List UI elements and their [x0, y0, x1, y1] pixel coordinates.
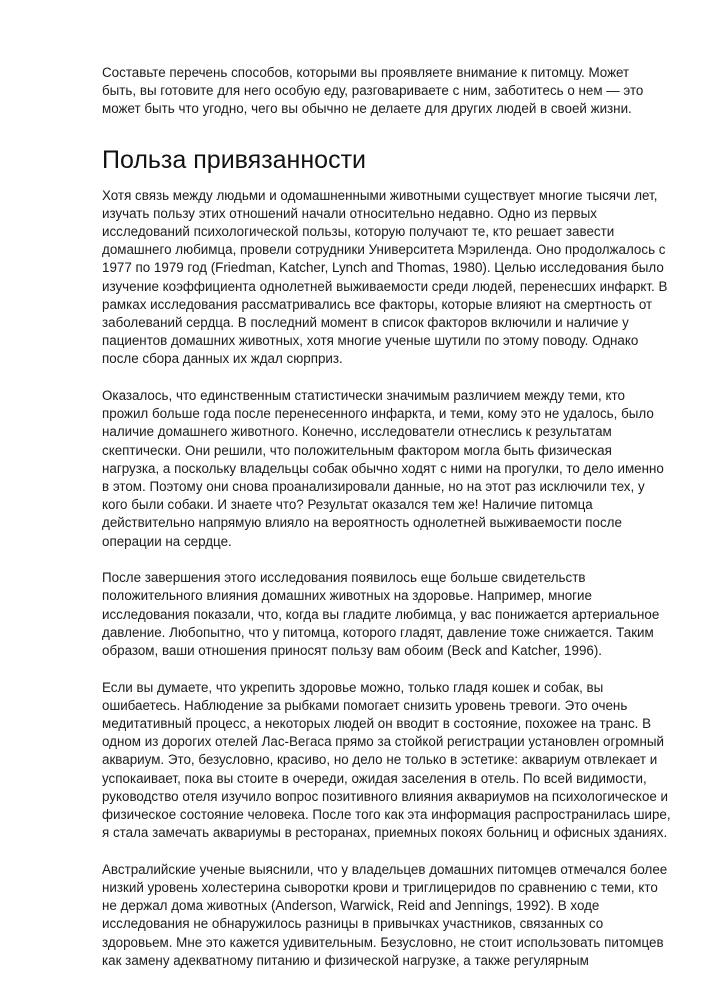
- section-heading: Польза привязанности: [102, 145, 366, 174]
- text-line: после сбора данных их ждал сюрприз.: [102, 351, 343, 367]
- intro-paragraph: [102, 64, 668, 119]
- text-line: не держал дома животных (Anderson, Warwick, Reid and Jennings, 1992). В ходе: [102, 898, 600, 914]
- text-line: изучение коэффициента однолетней выживаемости среди людей, перенесших инфаркт. В: [102, 278, 668, 294]
- text-line: Если вы думаете, что укрепить здоровье можно, только гладя кошек и собак, вы: [102, 679, 604, 695]
- text-line: пациентов домашних животных, хотя многие ученые шутили по этому поводу. Однако: [102, 333, 639, 349]
- text-line: успокаивает, пока вы стоите в очереди, ожидая заселения в отель. По всей видимости,: [102, 770, 647, 786]
- text-line: исследований психологической пользы, которую получают те, кто решает завести: [102, 224, 615, 240]
- text-line: Австралийские ученые выяснили, что у владельцев домашних питомцев отмечался более: [102, 861, 668, 877]
- text-line: кого были собаки. И знаете что? Результат оказался тем же! Наличие питомца: [102, 497, 593, 513]
- text-line: образом, ваши отношения приносят пользу вам обоим (Beck and Katcher, 1996).: [102, 643, 603, 659]
- text-line: рамках исследования рассматривались все факторы, которые влияют на смертность от: [102, 296, 653, 312]
- text-line: скептически. Они решили, что положительным фактором могла быть физическая: [102, 442, 612, 458]
- text-line: Составьте перечень способов, которыми вы проявляете внимание к питомцу. Может: [102, 65, 630, 80]
- text-line: домашнего любимца, провели сотрудники Университета Мэриленда. Оно продолжалось с: [102, 242, 666, 258]
- text-line: руководство отеля изучило вопрос позитивного влияния аквариумов на психологическое и: [102, 788, 669, 804]
- text-line: давление. Любопытно, что у питомца, которого гладят, давление тоже снижается. Таким: [102, 624, 654, 640]
- text-line: После завершения этого исследования появилось еще больше свидетельств: [102, 570, 586, 586]
- text-line: может быть что угодно, чего вы обычно не делаете для других людей в своей жизни.: [102, 101, 632, 117]
- text-line: ошибаетесь. Наблюдение за рыбками помогает снизить уровень тревоги. Это очень: [102, 697, 628, 713]
- text-line: здоровьем. Мне это кажется удивительным. Безусловно, не стоит использовать питомцев: [102, 934, 664, 950]
- text-line: 1977 по 1979 год (Friedman, Katcher, Lynch and Thomas, 1980). Целью исследования было: [102, 260, 664, 276]
- text-line: аквариум. Это, безусловно, красиво, но дело не только в эстетике: аквариум отвлекает и: [102, 752, 658, 768]
- text-line: медитативный процесс, а некоторых людей он вводит в состояние, похожее на транс. В: [102, 716, 652, 732]
- text-line: в этом. Поэтому они снова проанализировали данные, но на этот раз исключили тех, у: [102, 479, 645, 495]
- text-line: я стала замечать аквариумы в ресторанах, приемных покоях больниц и офисных зданиях.: [102, 825, 668, 841]
- text-line: исследования не обнаружилось разницы в привычках участников, связанных со: [102, 916, 604, 932]
- body-paragraph-3: [102, 569, 668, 660]
- body-paragraph-2: [102, 387, 668, 551]
- text-line: изучать пользу этих отношений начали относительно недавно. Одно из первых: [102, 205, 597, 221]
- body-paragraph-5: [102, 861, 668, 970]
- text-line: наличие домашнего животного. Конечно, исследователи отнеслись к результатам: [102, 424, 612, 440]
- text-line: низкий уровень холестерина сыворотки крови и триглицеридов по сравнению с теми, кто: [102, 880, 658, 896]
- text-line: Хотя связь между людьми и одомашненными животными существует многие тысячи лет,: [102, 187, 658, 203]
- text-line: прожил больше года после перенесенного инфаркта, и теми, кому это не удалось, было: [102, 406, 654, 422]
- text-line: действительно напрямую влияло на вероятность однолетней выживаемости после: [102, 515, 622, 531]
- document-page: [102, 64, 671, 970]
- text-line: Оказалось, что единственным статистически значимым различием между теми, кто: [102, 388, 625, 404]
- body-paragraph-4: [102, 679, 671, 843]
- text-line: заболеваний сердца. В последний момент в список факторов включили и наличие у: [102, 315, 629, 331]
- text-line: быть, вы готовите для него особую еду, разговариваете с ним, заботитесь о нем — это: [102, 83, 644, 99]
- text-line: физическое состояние человека. После того как эта информация распространилась шире,: [102, 807, 671, 823]
- text-line: операции на сердце.: [102, 533, 232, 549]
- text-line: исследования показали, что, когда вы гладите любимца, у вас понижается артериальное: [102, 606, 660, 622]
- body-paragraph-1: [102, 187, 668, 369]
- text-line: как замену адекватному питанию и физической нагрузке, а также регулярным: [102, 952, 589, 968]
- text-line: нагрузка, а поскольку владельцы собак обычно ходят с ними на прогулки, то дело именно: [102, 460, 664, 476]
- text-line: положительного влияния домашних животных на здоровье. Например, многие: [102, 588, 592, 604]
- text-line: одном из дорогих отелей Лас-Вегаса прямо за стойкой регистрации установлен огромный: [102, 734, 664, 750]
